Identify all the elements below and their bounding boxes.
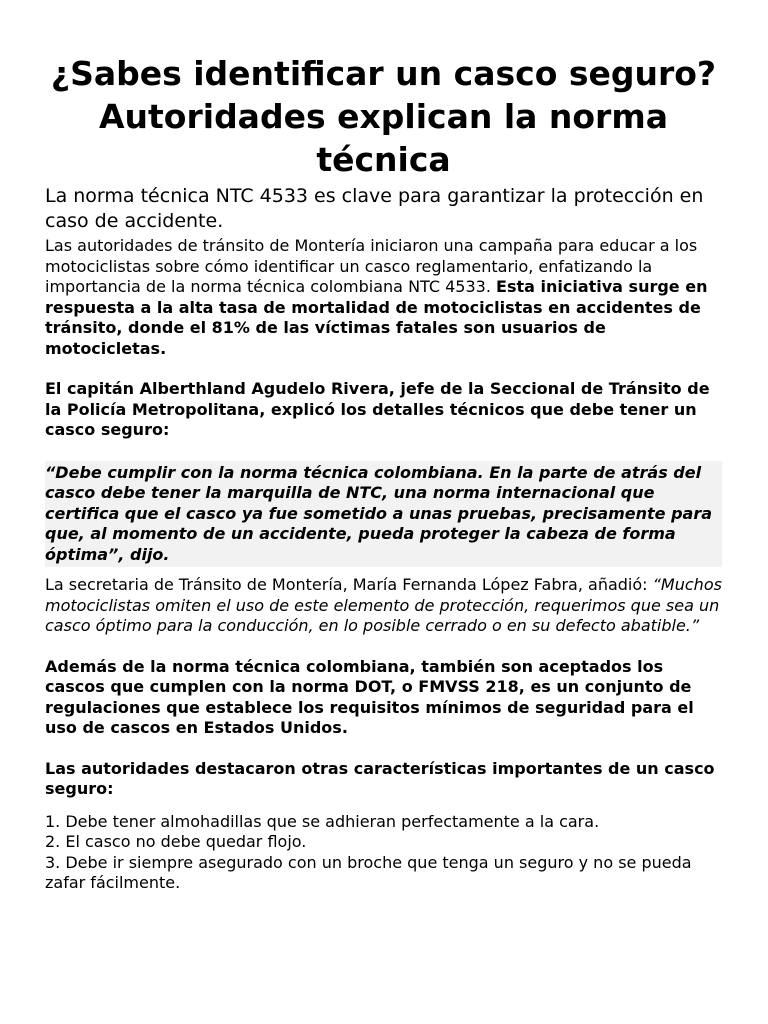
dot-paragraph (45, 657, 722, 739)
intro-paragraph (45, 236, 722, 359)
intro-bold-text: Esta iniciativa surge en respuesta a la alta tasa de mortalidad de motociclistas en accidentes de tránsito, donde el 81% de las víctimas fatales son usuarios de motocicletas. (45, 277, 708, 358)
list-item: 2. El casco no debe quedar flojo. (45, 832, 307, 851)
secretary-quote: “Muchos motociclistas omiten el uso de este elemento de protección, requerimos que sea un casco óptimo para la conducción, en lo posible cerrado o en su defecto abatible.” (45, 575, 722, 635)
captain-paragraph (45, 379, 722, 441)
secretary-text: La secretaria de Tránsito de Montería, María Fernanda López Fabra, añadió: (45, 575, 653, 594)
intro-text: Las autoridades de tránsito de Montería iniciaron una campaña para educar a los motociclistas sobre cómo identificar un casco reglamentario, enfatizando la importancia de la norma técnica colombiana NTC 4533. (45, 236, 698, 296)
dot-text: Además de la norma técnica colombiana, también son aceptados los cascos que cumplen con la norma DOT, o FMVSS 218, es un conjunto de regulaciones que establece los requisitos mínimos de seguridad para el uso de cascos en Estados Unidos. (45, 656, 694, 737)
features-list (45, 812, 722, 894)
captain-text: El capitán Alberthland Agudelo Rivera, jefe de la Seccional de Tránsito de la Policía Metropolitana, explicó los detalles técnicos que debe tener un casco seguro: (45, 379, 710, 439)
list-item: 1. Debe tener almohadillas que se adhieran perfectamente a la cara. (45, 811, 600, 831)
list-item: 3. Debe ir siempre asegurado con un broche que tenga un seguro y no se pueda zafar fácilmente. (45, 852, 692, 892)
features-heading-text: Las autoridades destacaron otras características importantes de un casco seguro: (45, 758, 715, 798)
article-title: ¿Sabes identificar un casco seguro? Autoridades explican la norma técnica (50, 54, 717, 179)
article-subtitle: La norma técnica NTC 4533 es clave para garantizar la protección en caso de accidente. (45, 185, 704, 232)
features-heading (45, 759, 722, 800)
blockquote: “Debe cumplir con la norma técnica colombiana. En la parte de atrás del casco debe tener la marquilla de NTC, una norma internacional que certifica que el casco ya fue sometido a unas pruebas, precisamente para que, al momento de un accidente, pueda proteger la cabeza de forma óptima”, dijo. (45, 461, 722, 568)
secretary-paragraph (45, 575, 722, 637)
